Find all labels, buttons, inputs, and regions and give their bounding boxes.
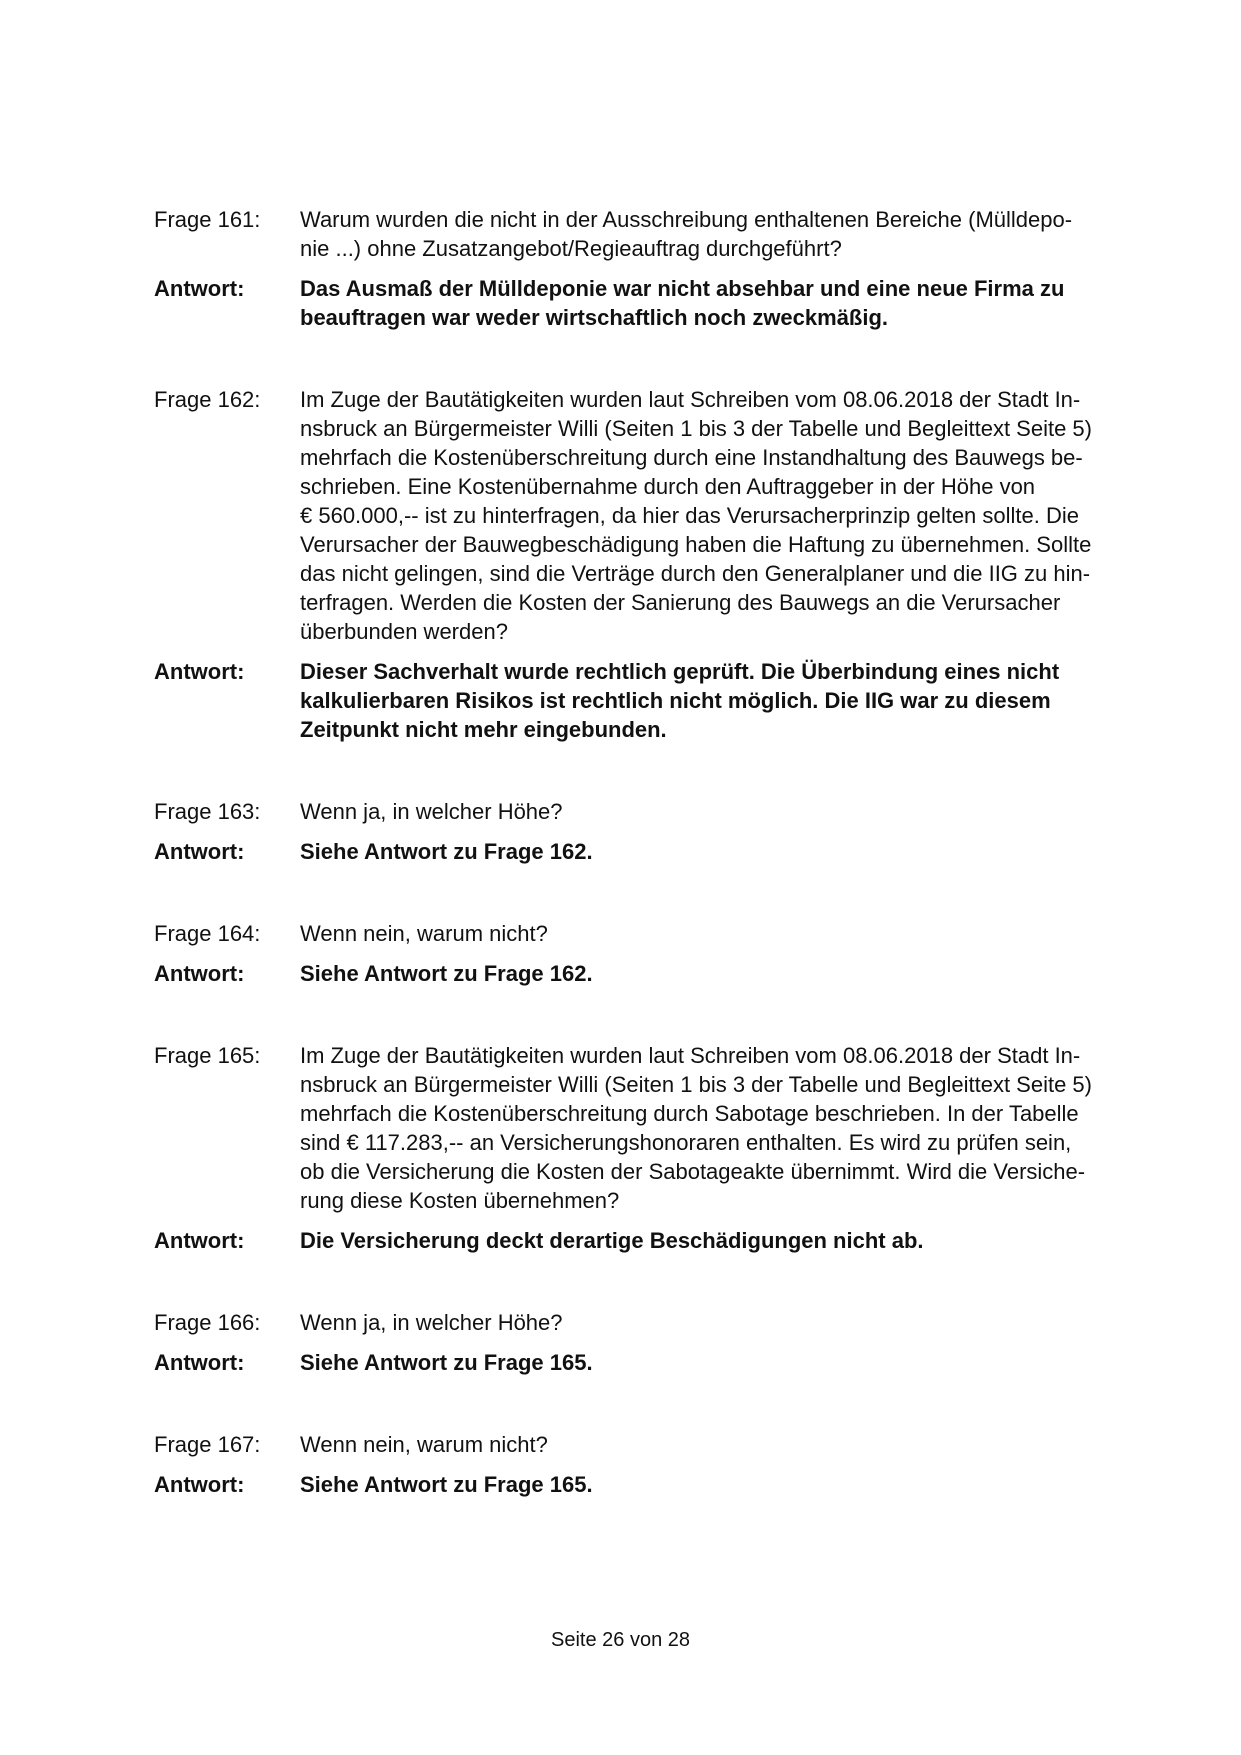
question-text: [300, 919, 1139, 948]
question-text-line: das nicht gelingen, sind die Verträge durch den Generalplaner und die IIG zu hin-: [300, 561, 1091, 586]
answer-text-line: Das Ausmaß der Mülldeponie war nicht absehbar und eine neue Firma zu: [300, 276, 1065, 301]
question-list: [154, 205, 1139, 1552]
answer-label: Antwort:: [154, 839, 245, 864]
answer-text: [300, 1348, 1139, 1377]
question-text-line: Wenn ja, in welcher Höhe?: [300, 1310, 563, 1335]
question-text-line: Im Zuge der Bautätigkeiten wurden laut Schreiben vom 08.06.2018 der Stadt In-: [300, 387, 1081, 412]
question-row: [154, 797, 1139, 826]
page-number: Seite 26 von 28: [551, 1629, 690, 1651]
answer-label: Antwort:: [154, 659, 245, 684]
answer-row: [154, 1470, 1139, 1499]
question-text-line: Warum wurden die nicht in der Ausschreibung enthaltenen Bereiche (Mülldepo-: [300, 207, 1073, 232]
question-text-line: Im Zuge der Bautätigkeiten wurden laut Schreiben vom 08.06.2018 der Stadt In-: [300, 1043, 1081, 1068]
answer-text: [300, 1226, 1139, 1255]
question-row: [154, 1308, 1139, 1337]
question-text-line: schrieben. Eine Kostenübernahme durch den Auftraggeber in der Höhe von: [300, 474, 1036, 499]
question-text-line: terfragen. Werden die Kosten der Sanierung des Bauwegs an die Verursacher: [300, 590, 1061, 615]
question-row: [154, 1430, 1139, 1459]
question-label: Frage 162:: [154, 387, 261, 412]
question-text-line: rung diese Kosten übernehmen?: [300, 1188, 620, 1213]
question-text-line: Wenn nein, warum nicht?: [300, 921, 548, 946]
question-row: [154, 385, 1139, 646]
question-label: Frage 167:: [154, 1432, 261, 1457]
qa-block: [154, 205, 1139, 332]
answer-label: Antwort:: [154, 276, 245, 301]
question-text-line: mehrfach die Kostenüberschreitung durch eine Instandhaltung des Bauwegs be-: [300, 445, 1083, 470]
question-text-line: nsbruck an Bürgermeister Willi (Seiten 1 bis 3 der Tabelle und Begleittext Seite 5): [300, 416, 1092, 441]
question-text-line: Wenn ja, in welcher Höhe?: [300, 799, 563, 824]
question-text: [300, 797, 1139, 826]
qa-block: [154, 385, 1139, 744]
answer-text-line: Dieser Sachverhalt wurde rechtlich geprüft. Die Überbindung eines nicht: [300, 659, 1060, 684]
answer-text-line: Siehe Antwort zu Frage 165.: [300, 1472, 593, 1497]
question-label: Frage 161:: [154, 207, 261, 232]
question-text-line: nsbruck an Bürgermeister Willi (Seiten 1 bis 3 der Tabelle und Begleittext Seite 5): [300, 1072, 1092, 1097]
question-text-line: sind € 117.283,-- an Versicherungshonoraren enthalten. Es wird zu prüfen sein,: [300, 1130, 1072, 1155]
question-text: [300, 1430, 1139, 1459]
question-label: Frage 165:: [154, 1043, 261, 1068]
question-row: [154, 1041, 1139, 1215]
question-text-line: nie ...) ohne Zusatzangebot/Regieauftrag durchgeführt?: [300, 236, 842, 261]
answer-text-line: Zeitpunkt nicht mehr eingebunden.: [300, 717, 667, 742]
answer-text-line: Siehe Antwort zu Frage 162.: [300, 839, 593, 864]
question-text-line: Wenn nein, warum nicht?: [300, 1432, 548, 1457]
answer-label: Antwort:: [154, 1228, 245, 1253]
qa-block: [154, 919, 1139, 988]
answer-text-line: kalkulierbaren Risikos ist rechtlich nicht möglich. Die IIG war zu diesem: [300, 688, 1051, 713]
question-text-line: mehrfach die Kostenüberschreitung durch Sabotage beschrieben. In der Tabelle: [300, 1101, 1079, 1126]
question-text-line: ob die Versicherung die Kosten der Sabotageakte übernimmt. Wird die Versiche-: [300, 1159, 1086, 1184]
answer-text: [300, 1470, 1139, 1499]
answer-text-line: Die Versicherung deckt derartige Beschädigungen nicht ab.: [300, 1228, 924, 1253]
answer-text-line: Siehe Antwort zu Frage 162.: [300, 961, 593, 986]
question-row: [154, 205, 1139, 263]
question-label: Frage 164:: [154, 921, 261, 946]
qa-block: [154, 1430, 1139, 1499]
answer-label: Antwort:: [154, 1472, 245, 1497]
answer-row: [154, 1348, 1139, 1377]
answer-text-line: Siehe Antwort zu Frage 165.: [300, 1350, 593, 1375]
answer-row: [154, 274, 1139, 332]
question-text-line: € 560.000,-- ist zu hinterfragen, da hier das Verursacherprinzip gelten sollte. Die: [300, 503, 1079, 528]
question-row: [154, 919, 1139, 948]
answer-text-line: beauftragen war weder wirtschaftlich noch zweckmäßig.: [300, 305, 889, 330]
qa-block: [154, 1041, 1139, 1255]
answer-text: [300, 657, 1139, 744]
answer-text: [300, 959, 1139, 988]
question-text-line: überbunden werden?: [300, 619, 508, 644]
answer-row: [154, 837, 1139, 866]
answer-row: [154, 657, 1139, 744]
answer-row: [154, 959, 1139, 988]
qa-block: [154, 1308, 1139, 1377]
answer-text: [300, 837, 1139, 866]
qa-block: [154, 797, 1139, 866]
question-label: Frage 166:: [154, 1310, 261, 1335]
answer-label: Antwort:: [154, 961, 245, 986]
question-text: [300, 1308, 1139, 1337]
question-text: [300, 205, 1139, 263]
answer-label: Antwort:: [154, 1350, 245, 1375]
question-text-line: Verursacher der Bauwegbeschädigung haben die Haftung zu übernehmen. Sollte: [300, 532, 1092, 557]
question-text: [300, 1041, 1139, 1215]
answer-text: [300, 274, 1139, 332]
question-text: [300, 385, 1139, 646]
answer-row: [154, 1226, 1139, 1255]
question-label: Frage 163:: [154, 799, 261, 824]
